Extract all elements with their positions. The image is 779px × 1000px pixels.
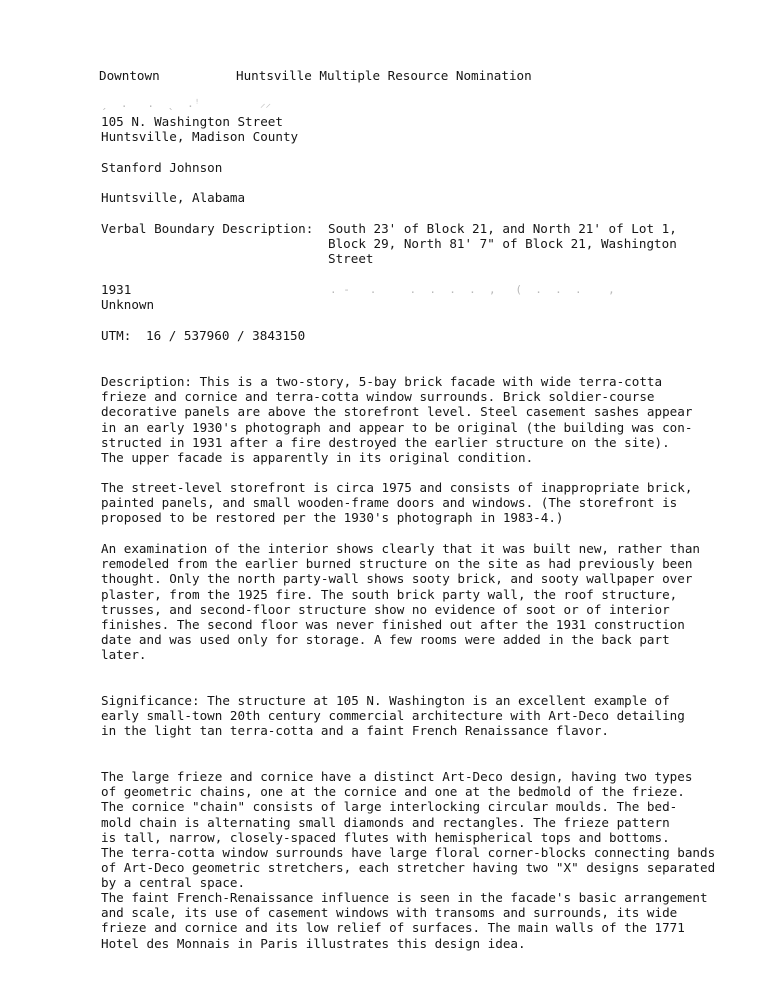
utm-value: 16 / 537960 / 3843150 <box>146 328 306 343</box>
description-paragraph: Description: This is a two-story, 5-bay brick facade with wide terra-cotta frieze and cornice and terra-cotta window surrounds. Brick soldier-course decorative panels are above the storefront level. Steel casement sashes appear in an early 1930's photograph and appear to be original (the building was con- structed in 1931 after a fire destroyed the earlier structure on the site). The upper facade is apparently in its original condition. <box>101 374 693 466</box>
faint-handwritten-mark: ˏ . . ˎ .ꜝ ⸝⸝ <box>101 97 271 110</box>
boundary-label: Verbal Boundary Description: <box>101 221 314 236</box>
construction-date: 1931 <box>101 282 132 297</box>
significance-paragraph: Significance: The structure at 105 N. Washington is an excellent example of early small-town 20th century commercial architecture with Art-Deco detailing in the light tan terra-cotta and a faint French Renaissance flavor. <box>101 693 685 739</box>
boundary-line-2: Block 29, North 81' 7" of Block 21, Washington <box>328 236 677 251</box>
interior-paragraph: An examination of the interior shows clearly that it was built new, rather than remodeled from the earlier burned structure on the site as had previously been thought. Only the north party-wall shows sooty brick, and sooty wallpaper over plaster, from the 1925 fire. The south brick party wall, the roof structure, trusses, and second-floor structure show no evidence of soot or of interior finishes. The second floor was never finished out after the 1931 construction date and was used only for storage. A few rooms were added in the back part later. <box>101 541 700 663</box>
renaissance-paragraph: The faint French-Renaissance influence is seen in the facade's basic arrangement and scale, its use of casement windows with transoms and surrounds, its wide frieze and cornice and its low relief of surfaces. The main walls of the 1771 Hotel des Monnais in Paris illustrates this design idea. <box>101 890 708 951</box>
faint-bleed-through: . - . . . . . , ( . . . , <box>330 283 615 296</box>
storefront-paragraph: The street-level storefront is circa 1975 and consists of inappropriate brick, painted panels, and small wooden-frame doors and windows. (The storefront is proposed to be restored per the 1930's photograph in 1983-4.) <box>101 480 693 526</box>
owner-location: Huntsville, Alabama <box>101 190 246 205</box>
frieze-paragraph: The large frieze and cornice have a distinct Art-Deco design, having two types of geometric chains, one at the cornice and one at the bedmold of the frieze. The cornice "chain" consists of large interlocking circular moulds. The bed- mold chain is alternating small diamonds and rectangles. The frieze pattern is tall, narrow, closely-spaced flutes with hemispherical tops and bottoms. The terra-cotta window surrounds have large floral corner-blocks connecting bands of Art-Deco geometric stretchers, each stretcher having two "X" designs separated by a central space. <box>101 769 716 891</box>
architect: Unknown <box>101 297 155 312</box>
address-city-county: Huntsville, Madison County <box>101 129 299 144</box>
owner-name: Stanford Johnson <box>101 160 223 175</box>
boundary-line-3: Street <box>328 251 374 266</box>
boundary-line-1: South 23' of Block 21, and North 21' of Lot 1, <box>328 221 677 236</box>
header-title: Huntsville Multiple Resource Nomination <box>236 68 532 83</box>
address-street: 105 N. Washington Street <box>101 114 283 129</box>
utm-label: UTM: <box>101 328 132 343</box>
header-left: Downtown <box>99 68 160 83</box>
